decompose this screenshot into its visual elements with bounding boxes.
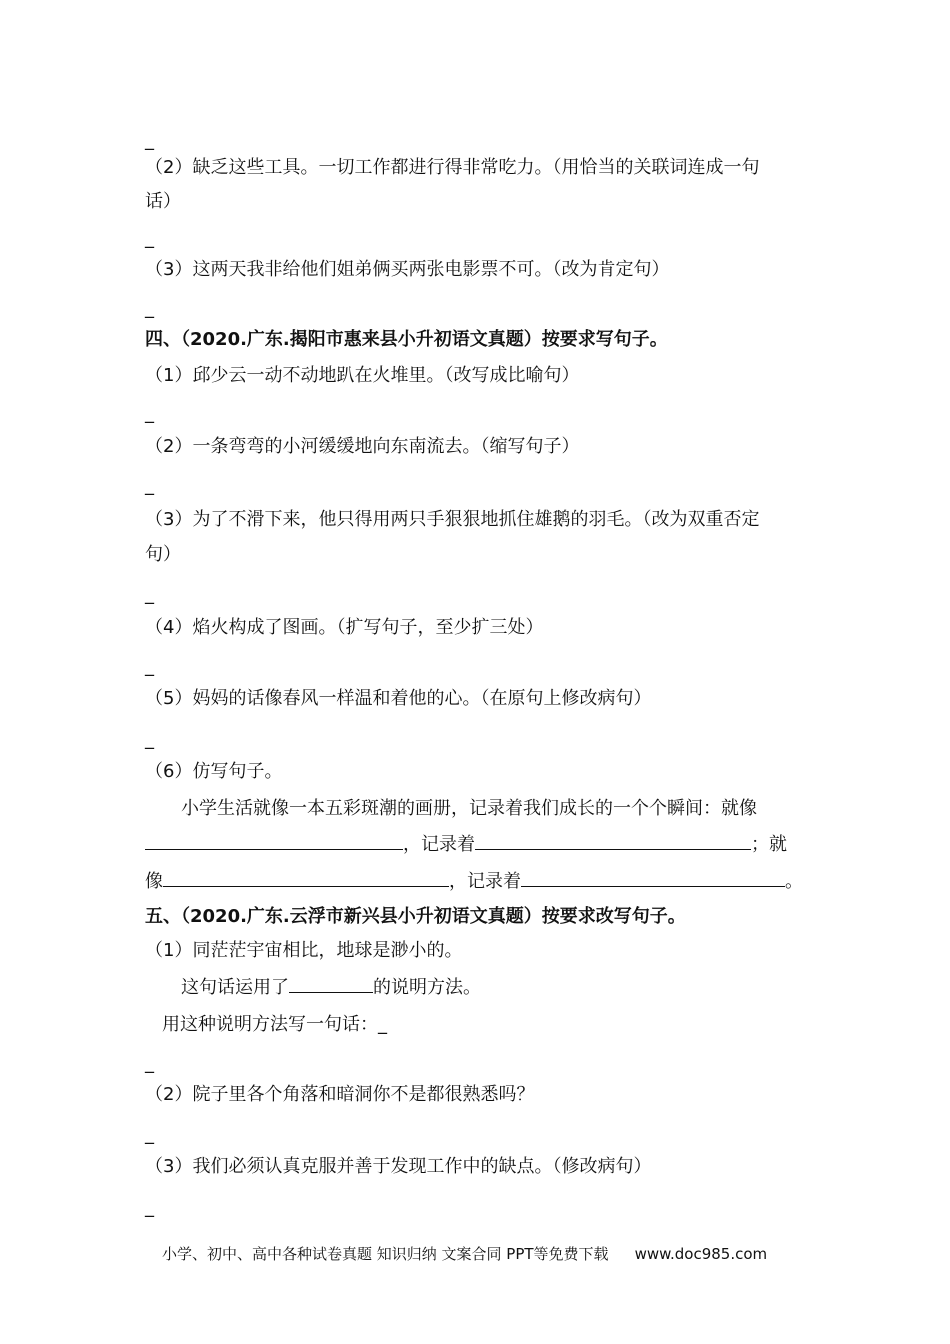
section-5-heading: 五、（2020.广东.云浮市新兴县小升初语文真题）按要求改写句子。 — [145, 906, 686, 927]
question-5-1: （1）同茫茫宇宙相比，地球是渺小的。 — [145, 940, 463, 961]
answer-line: _ — [145, 1053, 154, 1074]
footer-text: 小学、初中、高中各种试卷真题 知识归纳 文案合同 PPT等免费下载 — [162, 1245, 609, 1263]
imitation-fill-line-1: ，记录着 ；就 — [145, 831, 815, 858]
question-4-3-line1: （3）为了不滑下来，他只得用两只手狠狠地抓住雄鹅的羽毛。（改为双重否定 — [145, 509, 760, 530]
answer-line: _ — [145, 475, 154, 496]
question-4-2: （2）一条弯弯的小河缓缓地向东南流去。（缩写句子） — [145, 436, 580, 457]
fill-blank[interactable] — [521, 868, 785, 887]
fill-blank[interactable] — [289, 974, 373, 993]
question-4-1: （1）邱少云一动不动地趴在火堆里。（改写成比喻句） — [145, 365, 580, 386]
answer-line: _ — [145, 584, 154, 605]
question-4-6: （6）仿写句子。 — [145, 761, 283, 782]
fill-blank[interactable] — [475, 831, 751, 850]
question-5-3: （3）我们必须认真克服并善于发现工作中的缺点。（修改病句） — [145, 1156, 652, 1177]
answer-line: _ — [145, 130, 154, 151]
fill-blank[interactable] — [145, 831, 403, 850]
section-4-heading: 四、（2020.广东.揭阳市惠来县小升初语文真题）按要求写句子。 — [145, 329, 668, 350]
page-footer — [162, 1242, 842, 1266]
question-4-3-line2: 句） — [145, 544, 181, 565]
question-3-2-line1: （2）缺乏这些工具。一切工作都进行得非常吃力。（用恰当的关联词连成一句 — [145, 157, 760, 178]
answer-line: _ — [145, 1197, 154, 1218]
answer-line: _ — [145, 1124, 154, 1145]
fill-blank[interactable] — [163, 868, 449, 887]
question-5-2: （2）院子里各个角落和暗洞你不是都很熟悉吗？ — [145, 1084, 535, 1105]
imitation-prompt: 小学生活就像一本五彩斑潮的画册，记录着我们成长的一个个瞬间：就像 — [181, 798, 757, 819]
answer-line: _ — [145, 656, 154, 677]
question-3-2-line2: 话） — [145, 191, 181, 212]
question-5-1-method: 这句话运用了 的说明方法。 — [181, 974, 811, 1001]
imitation-fill-line-2: 像 ，记录着 。 — [145, 868, 815, 895]
question-3-3: （3）这两天我非给他们姐弟俩买两张电影票不可。（改为肯定句） — [145, 259, 670, 280]
question-4-5: （5）妈妈的话像春风一样温和着他的心。（在原句上修改病句） — [145, 688, 652, 709]
question-5-1-write: 用这种说明方法写一句话：_ — [162, 1014, 387, 1035]
answer-line: _ — [145, 729, 154, 750]
answer-line: _ — [145, 228, 154, 249]
question-4-4: （4）焰火构成了图画。（扩写句子，至少扩三处） — [145, 617, 544, 638]
footer-site-link[interactable]: www.doc985.com — [634, 1245, 768, 1263]
answer-line: _ — [145, 403, 154, 424]
answer-line: _ — [145, 298, 154, 319]
